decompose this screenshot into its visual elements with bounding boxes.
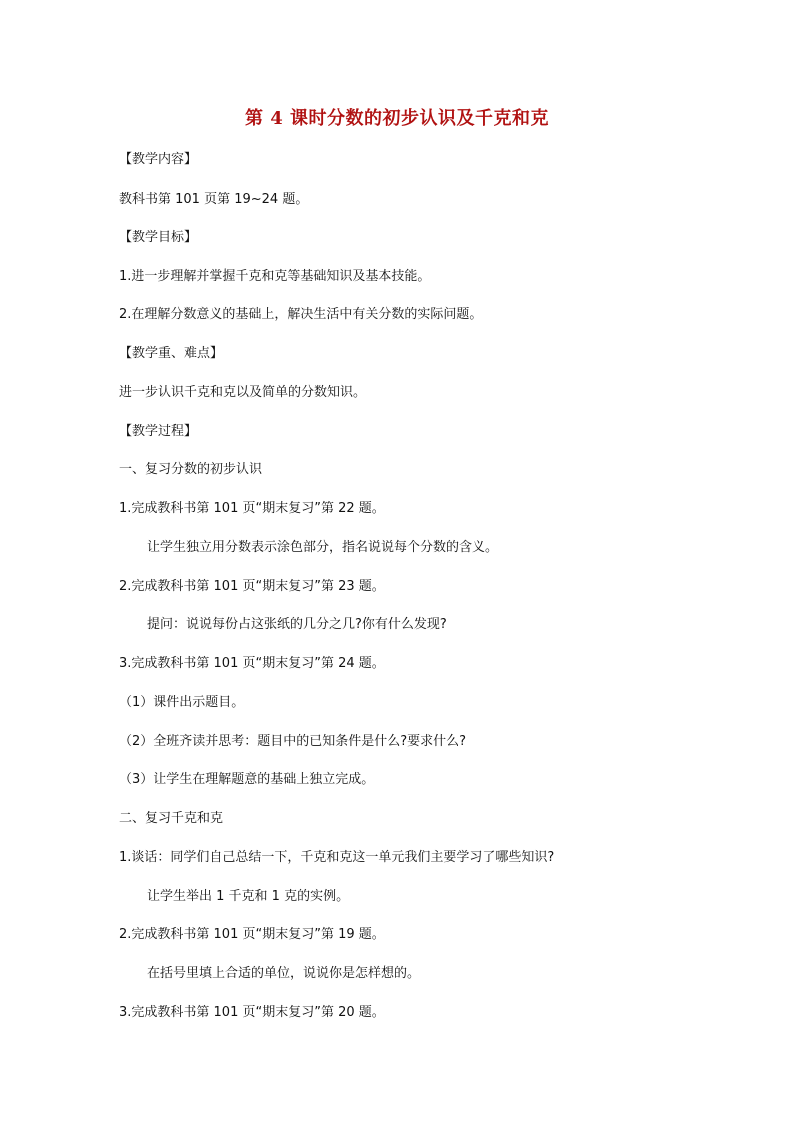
step-1-1-detail: 让学生独立用分数表示涂色部分，指名说说每个分数的含义。 xyxy=(147,540,499,555)
section-heading-objectives: 【教学目标】 xyxy=(119,230,198,245)
step-1-1: 1.完成教科书第 101 页“期末复习”第 22 题。 xyxy=(119,501,385,516)
document-title: 第 4 课时分数的初步认识及千克和克 xyxy=(244,108,550,129)
keypoints-text: 进一步认识千克和克以及简单的分数知识。 xyxy=(119,385,367,400)
objective-2: 2.在理解分数意义的基础上，解决生活中有关分数的实际问题。 xyxy=(119,307,483,322)
content-text: 教科书第 101 页第 19~24 题。 xyxy=(119,192,309,207)
step-1-2-detail: 提问：说说每份占这张纸的几分之几?你有什么发现? xyxy=(147,617,447,632)
step-2-2: 2.完成教科书第 101 页“期末复习”第 19 题。 xyxy=(119,927,385,942)
step-2-3: 3.完成教科书第 101 页“期末复习”第 20 题。 xyxy=(119,1005,385,1020)
part-2-heading: 二、复习千克和克 xyxy=(119,811,224,826)
part-1-heading: 一、复习分数的初步认识 xyxy=(119,462,263,477)
step-1-3-sub-3: （3）让学生在理解题意的基础上独立完成。 xyxy=(119,772,375,787)
objective-1: 1.进一步理解并掌握千克和克等基础知识及基本技能。 xyxy=(119,269,431,284)
step-1-3: 3.完成教科书第 101 页“期末复习”第 24 题。 xyxy=(119,656,385,671)
step-1-2: 2.完成教科书第 101 页“期末复习”第 23 题。 xyxy=(119,579,385,594)
step-1-3-sub-1: （1）课件出示题目。 xyxy=(119,695,245,710)
section-heading-process: 【教学过程】 xyxy=(119,424,198,439)
section-heading-keypoints: 【教学重、难点】 xyxy=(119,346,224,361)
step-2-1-detail: 让学生举出 1 千克和 1 克的实例。 xyxy=(147,889,350,904)
section-heading-content: 【教学内容】 xyxy=(119,152,198,167)
step-1-3-sub-2: （2）全班齐读并思考：题目中的已知条件是什么?要求什么? xyxy=(119,734,467,749)
step-2-1: 1.谈话：同学们自己总结一下，千克和克这一单元我们主要学习了哪些知识? xyxy=(119,850,555,865)
step-2-2-detail: 在括号里填上合适的单位，说说你是怎样想的。 xyxy=(147,966,421,981)
